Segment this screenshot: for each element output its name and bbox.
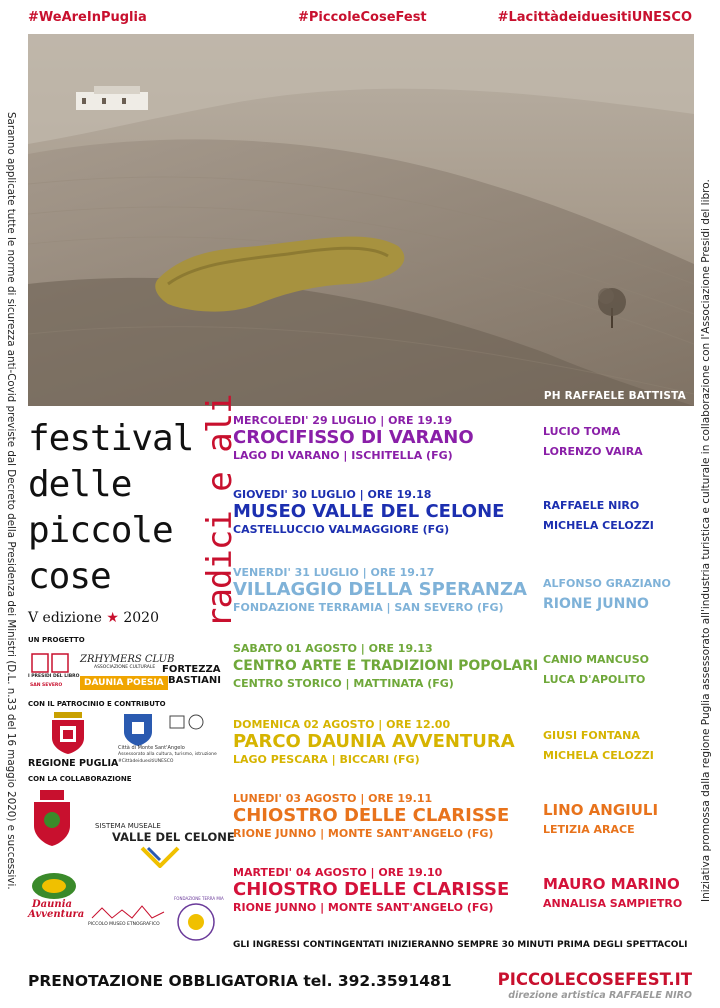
- daunia-avventura-logo: [28, 870, 85, 926]
- event-item: [233, 566, 703, 614]
- museo-etnografico-logo: [88, 902, 168, 932]
- event-date: LUNEDI' 03 AGOSTO | ORE 19.11: [233, 792, 433, 805]
- hashtag-weareinpuglia: #WeAreInPuglia: [28, 10, 147, 25]
- event-artists: [543, 726, 654, 766]
- skyline-icon: [88, 902, 168, 920]
- title-line-cose: cose: [28, 556, 111, 597]
- circle-emblem-icon: [176, 902, 216, 942]
- art-direction: direzione artistica RAFFAELE NIRO: [508, 990, 692, 1001]
- artist-name: ANNALISA SAMPIETRO: [543, 897, 683, 910]
- event-location: RIONE JUNNO | MONTE SANT'ANGELO (FG): [233, 827, 494, 840]
- entry-notice: GLI INGRESSI CONTINGENTATI INIZIERANNO SEMPRE 30 MINUTI PRIMA DEGLI SPETTACOLI: [233, 940, 688, 950]
- landscape-photo: [28, 34, 694, 406]
- event-item: [233, 792, 703, 840]
- daunia-avventura-line1: Daunia: [32, 899, 72, 910]
- patronage-heading: CON IL PATROCINIO E CONTRIBUTO: [28, 700, 166, 708]
- regione-puglia-crest: [48, 712, 88, 754]
- event-date: SABATO 01 AGOSTO | ORE 19.13: [233, 642, 433, 655]
- event-location: FONDAZIONE TERRAMIA | SAN SEVERO (FG): [233, 601, 504, 614]
- event-location: CENTRO STORICO | MATTINATA (FG): [233, 677, 454, 690]
- event-artists: [543, 874, 682, 914]
- event-item: [233, 488, 703, 536]
- monte-sub: Assessorato alla cultura, turismo, istruzione: [118, 752, 217, 757]
- event-date: DOMENICA 02 AGOSTO | ORE 12.00: [233, 718, 451, 731]
- edition-year: 2020: [123, 610, 159, 626]
- artist-name: RAFFAELE NIRO: [543, 499, 640, 512]
- project-heading: UN PROGETTO: [28, 636, 85, 644]
- valle-celone-mark: [140, 846, 180, 868]
- fortezza-line2: BASTIANI: [168, 675, 221, 686]
- presidi-city: SAN SEVERO: [30, 683, 63, 688]
- event-title: CROCIFISSO DI VARANO: [233, 427, 474, 448]
- castelluccio-crest: [30, 790, 74, 846]
- rhymers-club-logo: [80, 654, 175, 690]
- valle-celone-label: VALLE DEL CELONE: [112, 830, 235, 844]
- event-artists: [543, 496, 654, 536]
- presidi-logo: [28, 650, 80, 690]
- shield-icon: [118, 712, 158, 746]
- event-title: VILLAGGIO DELLA SPERANZA: [233, 579, 527, 600]
- daunia-poesia-badge: DAUNIA POESIA: [80, 676, 168, 690]
- event-location: LAGO PESCARA | BICCARI (FG): [233, 753, 420, 766]
- event-location: CASTELLUCCIO VALMAGGIORE (FG): [233, 523, 450, 536]
- event-date: MERCOLEDI' 29 LUGLIO | ORE 19.19: [233, 414, 453, 427]
- event-location: LAGO DI VARANO | ISCHITELLA (FG): [233, 449, 453, 462]
- artist-name: LUCA D'APOLITO: [543, 673, 646, 686]
- fondazione-label: FONDAZIONE TERRA MIA: [174, 896, 224, 901]
- artist-name: MICHELA CELOZZI: [543, 519, 654, 532]
- event-title: CHIOSTRO DELLE CLARISSE: [233, 879, 510, 900]
- collaboration-heading: CON LA COLLABORAZIONE: [28, 775, 132, 783]
- museo-etno-label: PICCOLO MUSEO ETNOGRAFICO: [88, 922, 160, 927]
- event-artists: [543, 574, 671, 614]
- event-item: [233, 866, 703, 914]
- event-title: PARCO DAUNIA AVVENTURA: [233, 731, 515, 752]
- event-item: [233, 642, 703, 690]
- event-location: RIONE JUNNO | MONTE SANT'ANGELO (FG): [233, 901, 494, 914]
- artist-name: LETIZIA ARACE: [543, 823, 635, 836]
- star-icon: ★: [106, 610, 119, 626]
- artist-name: GIUSI FONTANA: [543, 729, 640, 742]
- event-date: MARTEDI' 04 AGOSTO | ORE 19.10: [233, 866, 443, 879]
- hashtag-piccolecosefest: #PiccoleCoseFest: [298, 10, 427, 25]
- website-link[interactable]: PICCOLECOSEFEST.IT: [497, 970, 692, 989]
- event-title: MUSEO VALLE DEL CELONE: [233, 501, 505, 522]
- photo-credit: PH RAFFAELE BATTISTA: [543, 390, 686, 402]
- rhymers-label: ZRHYMERS CLUB: [80, 654, 175, 665]
- event-title: CENTRO ARTE E TRADIZIONI POPOLARI: [233, 658, 539, 674]
- artist-name: LINO ANGIULI: [543, 801, 659, 819]
- regione-puglia-label: REGIONE PUGLIA: [28, 758, 119, 769]
- unesco-logos: [168, 712, 208, 736]
- booking-info: PRENOTAZIONE OBBLIGATORIA tel. 392.3591481: [28, 972, 452, 990]
- event-title: CHIOSTRO DELLE CLARISSE: [233, 805, 510, 826]
- leaf-icon: [28, 870, 80, 900]
- daunia-avventura-line2: Avventura: [28, 909, 85, 920]
- title-line-festival: festival: [28, 418, 194, 459]
- artist-name: MICHELA CELOZZI: [543, 749, 654, 762]
- castle-crest-icon: [30, 790, 74, 846]
- edition-text: V edizione: [28, 610, 102, 626]
- artist-name: LORENZO VAIRA: [543, 445, 643, 458]
- artist-name: MAURO MARINO: [543, 875, 680, 893]
- hashtag-unesco: #LacittàdeiduesitiUNESCO: [497, 10, 692, 25]
- event-artists: [543, 422, 643, 462]
- theme-text: radici e ali: [200, 394, 240, 628]
- title-line-piccole: piccole: [28, 510, 173, 551]
- event-item: [233, 718, 703, 766]
- covid-notice-text: Saranno applicate tutte le norme di sicurezza anti-Covid previste dal Decreto della Presidenza dei Ministri (D.L. n.33 del 16 maggio 2020) e successivi.: [5, 112, 17, 890]
- event-item: [233, 414, 703, 462]
- monte-unesco: #CittàdeiduesitiUNESCO: [118, 759, 174, 764]
- fortezza-line1: FORTEZZA: [162, 664, 221, 675]
- title-line-delle: delle: [28, 464, 132, 505]
- artist-name: RIONE JUNNO: [543, 596, 649, 612]
- event-artists: [543, 800, 658, 840]
- v-mark-icon: [140, 846, 180, 868]
- presidi-label: I PRESIDI DEL LIBRO: [28, 674, 80, 679]
- rhymers-sub: ASSOCIAZIONE CULTURALE: [94, 665, 156, 670]
- edition-label: [28, 610, 159, 626]
- event-date: VENERDI' 31 LUGLIO | ORE 19.17: [233, 566, 435, 579]
- monte-label: Città di Monte Sant'Angelo: [118, 745, 185, 751]
- unesco-icon: [168, 712, 208, 732]
- sistema-museale-label: SISTEMA MUSEALE: [95, 822, 161, 830]
- artist-name: CANIO MANCUSO: [543, 653, 650, 666]
- event-artists: [543, 650, 649, 690]
- promotion-notice-text: Iniziativa promossa dalla regione Puglia assessorato all'industria turistica e culturale in collaborazione con l'Associazione Presidi del libro.: [700, 179, 712, 902]
- event-date: GIOVEDI' 30 LUGLIO | ORE 19.18: [233, 488, 432, 501]
- fortezza-bastiani-logo: [162, 664, 222, 688]
- artist-name: LUCIO TOMA: [543, 425, 621, 438]
- covid-notice-vertical: [3, 112, 17, 902]
- fondazione-terramia-logo: [174, 896, 224, 942]
- crest-icon: [48, 712, 88, 754]
- artist-name: ALFONSO GRAZIANO: [543, 577, 671, 590]
- hashtag-bar: [28, 10, 692, 30]
- landscape-illustration: [28, 34, 694, 406]
- festival-title: [28, 416, 194, 600]
